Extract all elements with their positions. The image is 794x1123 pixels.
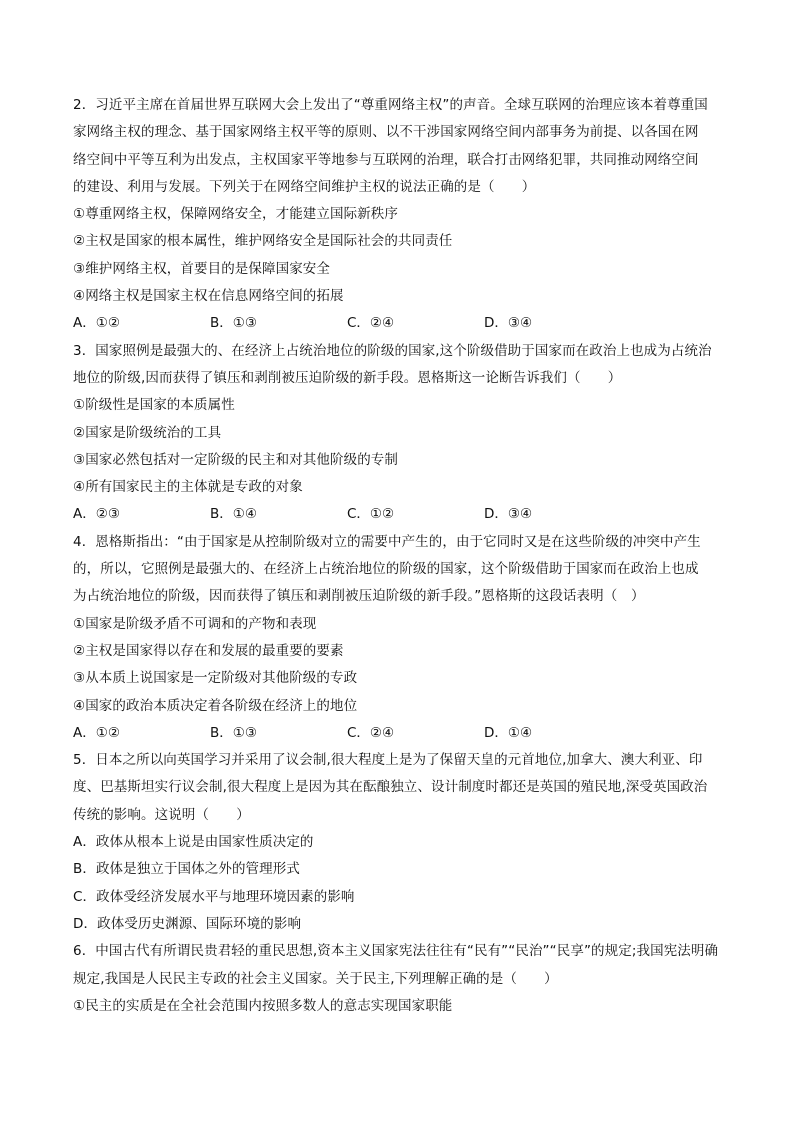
question-text-line: 地位的阶级,因而获得了镇压和剥削被压迫阶级的新手段。恩格斯这一论断告诉我们（ ） (73, 369, 622, 386)
option-c: C．②④ (347, 724, 395, 741)
statement-line: ②主权是国家得以存在和发展的最重要的要素 (73, 642, 344, 659)
statement-line: ④国家的政治本质决定着各阶级在经济上的地位 (73, 697, 358, 714)
option-a: A．②③ (73, 506, 120, 523)
exam-page (73, 92, 723, 1020)
option-line: B．政体是独立于国体之外的管理形式 (73, 861, 300, 878)
option-b: B．①④ (210, 506, 257, 523)
option-d: D．③④ (484, 506, 533, 523)
option-b: B．①③ (210, 724, 257, 741)
question-text-line: 的，所以，它照例是最强大的、在经济上占统治地位的阶级的国家，这个阶级借助于国家而在政治上也成 (73, 561, 699, 578)
statement-line: ①尊重网络主权，保障网络安全，才能建立国际新秩序 (73, 206, 399, 223)
question-3 (73, 338, 723, 529)
statement-line: ④所有国家民主的主体就是专政的对象 (73, 479, 303, 496)
option-d: D．③④ (484, 315, 533, 332)
statement-line: ②主权是国家的根本属性，维护网络安全是国际社会的共同责任 (73, 233, 453, 250)
question-text-line: 为占统治地位的阶级，因而获得了镇压和剥削被压迫阶级的新手段。”恩格斯的这段话表明（ ） (73, 588, 645, 605)
question-text-line: 的建设、利用与发展。下列关于在网络空间维护主权的说法正确的是（ ） (73, 178, 536, 195)
question-text-line: 家网络主权的理念、基于国家网络主权平等的原则、以不干涉国家网络空间内部事务为前提、以各国在网 (73, 124, 699, 141)
option-a: A．①② (73, 315, 120, 332)
statement-line: ③从本质上说国家是一定阶级对其他阶级的专政 (73, 670, 358, 687)
question-text-line: 3．国家照例是最强大的、在经济上占统治地位的阶级的国家,这个阶级借助于国家而在政治上也成为占统治 (73, 342, 712, 359)
question-text-line: 传统的影响。这说明（ ） (73, 806, 250, 823)
statement-line: ④网络主权是国家主权在信息网络空间的拓展 (73, 288, 344, 305)
option-c: C．②④ (347, 315, 395, 332)
question-4 (73, 529, 723, 747)
question-text-line: 5．日本之所以向英国学习并采用了议会制,很大程度上是为了保留天皇的元首地位,加拿大、澳大利亚、印 (73, 752, 703, 769)
question-text-line: 络空间中平等互利为出发点，主权国家平等地参与互联网的治理，联合打击网络犯罪，共同推动网络空间 (73, 151, 699, 168)
answer-options (73, 720, 723, 747)
option-line: D．政体受历史渊源、国际环境的影响 (73, 915, 302, 932)
question-6 (73, 938, 723, 1020)
question-5 (73, 747, 723, 938)
statement-line: ③国家必然包括对一定阶级的民主和对其他阶级的专制 (73, 451, 399, 468)
option-c: C．①② (347, 506, 395, 523)
answer-options (73, 310, 723, 337)
question-text-line: 6．中国古代有所谓民贵君轻的重民思想,资本主义国家宪法往往有“民有”“民治”“民享”的规定;我国宪法明确 (73, 943, 719, 960)
option-line: C．政体受经济发展水平与地理环境因素的影响 (73, 888, 355, 905)
question-text-line: 4．恩格斯指出：“由于国家是从控制阶级对立的需要中产生的，由于它同时又是在这些阶级的冲突中产生 (73, 533, 701, 550)
question-text-line: 规定,我国是人民民主专政的社会主义国家。关于民主,下列理解正确的是（ ） (73, 970, 558, 987)
question-text-line: 度、巴基斯坦实行议会制,很大程度上是因为其在酝酿独立、设计制度时都还是英国的殖民地,深受英国政治 (73, 779, 708, 796)
option-d: D．①④ (484, 724, 533, 741)
question-text-line: 2．习近平主席在首届世界互联网大会上发出了“尊重网络主权”的声音。全球互联网的治理应该本着尊重国 (73, 97, 708, 113)
statement-line: ③维护网络主权，首要目的是保障国家安全 (73, 260, 331, 277)
option-line: A．政体从根本上说是由国家性质决定的 (73, 834, 314, 851)
answer-options (73, 501, 723, 528)
statement-line: ①国家是阶级矛盾不可调和的产物和表现 (73, 615, 317, 632)
option-a: A．①② (73, 724, 120, 741)
statement-line: ①民主的实质是在全社会范围内按照多数人的意志实现国家职能 (73, 997, 453, 1014)
option-b: B．①③ (210, 315, 257, 332)
question-2 (73, 92, 723, 338)
statement-line: ②国家是阶级统治的工具 (73, 424, 222, 441)
statement-line: ①阶级性是国家的本质属性 (73, 397, 235, 414)
